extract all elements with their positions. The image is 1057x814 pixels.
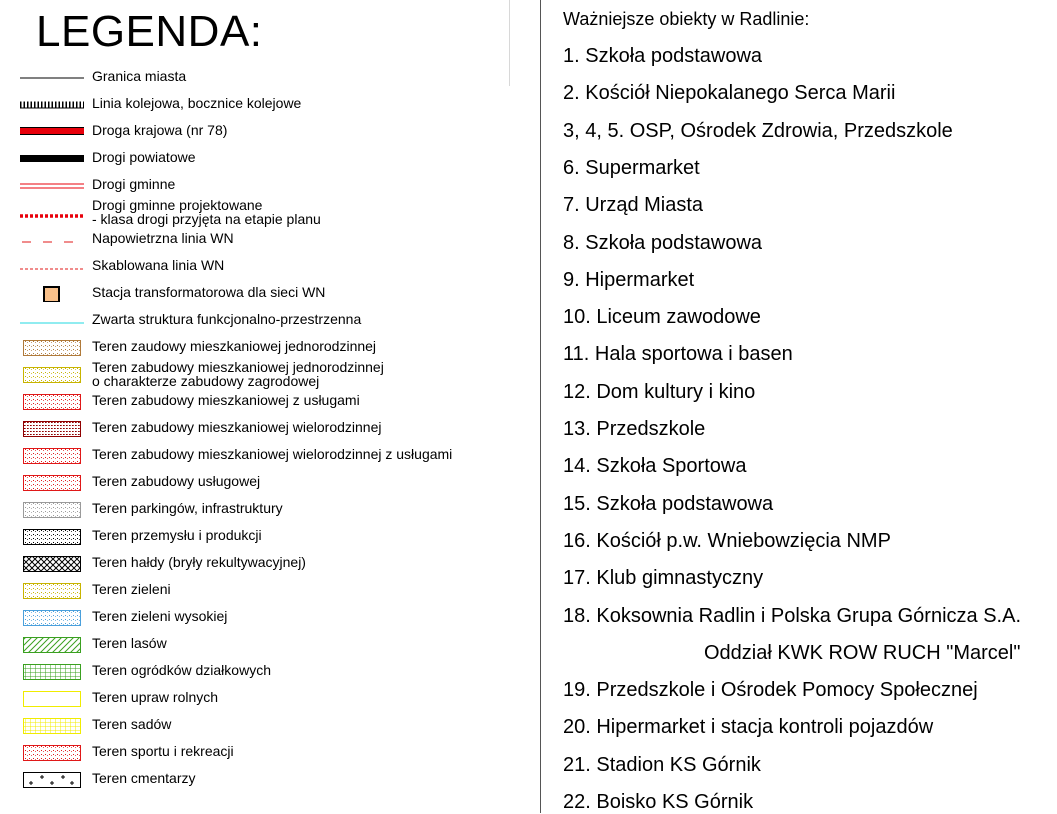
legend-item xyxy=(0,712,520,739)
object-list-item: 18. Koksownia Radlin i Polska Grupa Górnicza S.A. xyxy=(563,605,1021,627)
legend-item-label-continued: - klasa drogi przyjęta na etapie planu xyxy=(92,211,321,227)
green-area-icon xyxy=(20,583,84,599)
legend-item-label: Drogi powiatowe xyxy=(92,149,196,165)
planned-municipal-road-icon xyxy=(20,205,84,221)
legend-item xyxy=(0,550,520,577)
legend-item-label: Teren przemysłu i produkcji xyxy=(92,527,262,543)
legend-item-label: Teren zaudowy mieszkaniowej jednorodzinnej xyxy=(92,338,377,354)
object-list-item: 22. Boisko KS Górnik xyxy=(563,791,754,813)
tall-greenery-area-icon xyxy=(20,610,84,626)
object-list-item: 15. Szkoła podstawowa xyxy=(563,493,774,515)
legend-item-label: Zwarta struktura funkcjonalno-przestrzenna xyxy=(92,311,362,327)
legend-item-label: Teren zabudowy usługowej xyxy=(92,473,261,489)
legend-item xyxy=(0,253,520,280)
solid-black-line-icon xyxy=(20,70,84,86)
legend-item-label: Teren lasów xyxy=(92,635,167,651)
legend-item-label: Teren upraw rolnych xyxy=(92,689,219,705)
farmstead-housing-area-icon xyxy=(20,367,84,383)
legend-title: LEGENDA: xyxy=(36,7,263,56)
legend-item xyxy=(0,658,520,685)
services-area-icon xyxy=(20,475,84,491)
farmland-area-icon xyxy=(20,691,84,707)
object-list-item: 20. Hipermarket i stacja kontroli pojazdów xyxy=(563,716,934,738)
legend-item xyxy=(0,523,520,550)
multi-family-with-services-area-icon xyxy=(20,448,84,464)
object-list-item: 14. Szkoła Sportowa xyxy=(563,455,747,477)
legend-item-label: Teren zieleni wysokiej xyxy=(92,608,228,624)
object-list-item: 13. Przedszkole xyxy=(563,418,706,440)
object-list-item: 21. Stadion KS Górnik xyxy=(563,754,761,776)
allotment-gardens-area-icon xyxy=(20,664,84,680)
legend-item xyxy=(0,415,520,442)
object-list-item: 17. Klub gimnastyczny xyxy=(563,567,764,589)
legend-item-label: Teren sadów xyxy=(92,716,172,732)
column-divider xyxy=(540,0,541,813)
legend-item-label: Teren parkingów, infrastruktury xyxy=(92,500,283,516)
object-list-item: 16. Kościół p.w. Wniebowzięcia NMP xyxy=(563,530,891,552)
legend-item xyxy=(0,334,520,361)
municipal-road-icon xyxy=(20,178,84,194)
legend-item xyxy=(0,64,520,91)
transformer-station-icon xyxy=(20,286,84,302)
legend-item xyxy=(0,172,520,199)
railway-line-icon xyxy=(20,97,84,113)
legend-item xyxy=(0,496,520,523)
legend-item-label: Skablowana linia WN xyxy=(92,257,225,273)
legend-item-label-continued: o charakterze zabudowy zagrodowej xyxy=(92,373,320,389)
legend-item xyxy=(0,118,520,145)
legend-item xyxy=(0,361,520,388)
orchards-area-icon xyxy=(20,718,84,734)
legend-item-label: Drogi gminne projektowane xyxy=(92,197,263,213)
object-list-item: 11. Hala sportowa i basen xyxy=(563,343,793,365)
cemetery-area-icon xyxy=(20,772,84,788)
legend-item-label: Teren zabudowy mieszkaniowej wielorodzinnej xyxy=(92,419,382,435)
single-family-housing-area-icon xyxy=(20,340,84,356)
object-list-item: 9. Hipermarket xyxy=(563,269,695,291)
multi-family-housing-area-icon xyxy=(20,421,84,437)
legend-item-label: Linia kolejowa, bocznice kolejowe xyxy=(92,95,302,111)
legend-item xyxy=(0,226,520,253)
county-road-icon xyxy=(20,151,84,167)
object-list-item: 6. Supermarket xyxy=(563,157,700,179)
legend-item xyxy=(0,199,520,226)
object-list-item: 19. Przedszkole i Ośrodek Pomocy Społecznej xyxy=(563,679,978,701)
sport-recreation-area-icon xyxy=(20,745,84,761)
object-list-item: 10. Liceum zawodowe xyxy=(563,306,761,328)
industry-area-icon xyxy=(20,529,84,545)
housing-with-services-area-icon xyxy=(20,394,84,410)
legend-item-label: Teren hałdy (bryły rekultywacyjnej) xyxy=(92,554,306,570)
legend-item xyxy=(0,685,520,712)
spoil-heap-area-icon xyxy=(20,556,84,572)
objects-heading: Ważniejsze obiekty w Radlinie: xyxy=(563,9,810,29)
legend-item-label: Napowietrzna linia WN xyxy=(92,230,234,246)
legend-item xyxy=(0,280,520,307)
legend-item xyxy=(0,577,520,604)
compact-structure-line-icon xyxy=(20,313,84,329)
legend-item xyxy=(0,766,520,793)
legend-item-label: Teren zabudowy mieszkaniowej jednorodzinnej xyxy=(92,359,384,375)
forest-area-icon xyxy=(20,637,84,653)
legend-item xyxy=(0,145,520,172)
legend-item-label: Drogi gminne xyxy=(92,176,176,192)
parking-infrastructure-area-icon xyxy=(20,502,84,518)
legend-item-label: Teren zabudowy mieszkaniowej z usługami xyxy=(92,392,360,408)
object-list-item: 1. Szkoła podstawowa xyxy=(563,45,763,67)
legend-item-label: Teren zabudowy mieszkaniowej wielorodzinnej z usługami xyxy=(92,446,453,462)
legend-item xyxy=(0,307,520,334)
object-list-item: 2. Kościół Niepokalanego Serca Marii xyxy=(563,82,896,104)
legend-item-label: Stacja transformatorowa dla sieci WN xyxy=(92,284,326,300)
legend-item-label: Teren zieleni xyxy=(92,581,171,597)
legend-item xyxy=(0,604,520,631)
legend-item xyxy=(0,739,520,766)
legend-item-label: Droga krajowa (nr 78) xyxy=(92,122,228,138)
object-list-item: 3, 4, 5. OSP, Ośrodek Zdrowia, Przedszkole xyxy=(563,120,953,142)
national-road-icon xyxy=(20,124,84,140)
legend-item xyxy=(0,91,520,118)
legend-item xyxy=(0,469,520,496)
legend-item-label: Granica miasta xyxy=(92,68,187,84)
legend-item-label: Teren cmentarzy xyxy=(92,770,196,786)
legend-item xyxy=(0,442,520,469)
legend-item-label: Teren sportu i rekreacji xyxy=(92,743,234,759)
object-list-item: 7. Urząd Miasta xyxy=(563,194,704,216)
object-list-item: 8. Szkoła podstawowa xyxy=(563,232,763,254)
overhead-hv-line-icon xyxy=(20,232,84,248)
object-list-item: Oddział KWK ROW RUCH "Marcel" xyxy=(704,642,1021,664)
legend-item-label: Teren ogródków działkowych xyxy=(92,662,271,678)
legend-item xyxy=(0,388,520,415)
legend-item xyxy=(0,631,520,658)
cabled-hv-line-icon xyxy=(20,259,84,275)
object-list-item: 12. Dom kultury i kino xyxy=(563,381,756,403)
